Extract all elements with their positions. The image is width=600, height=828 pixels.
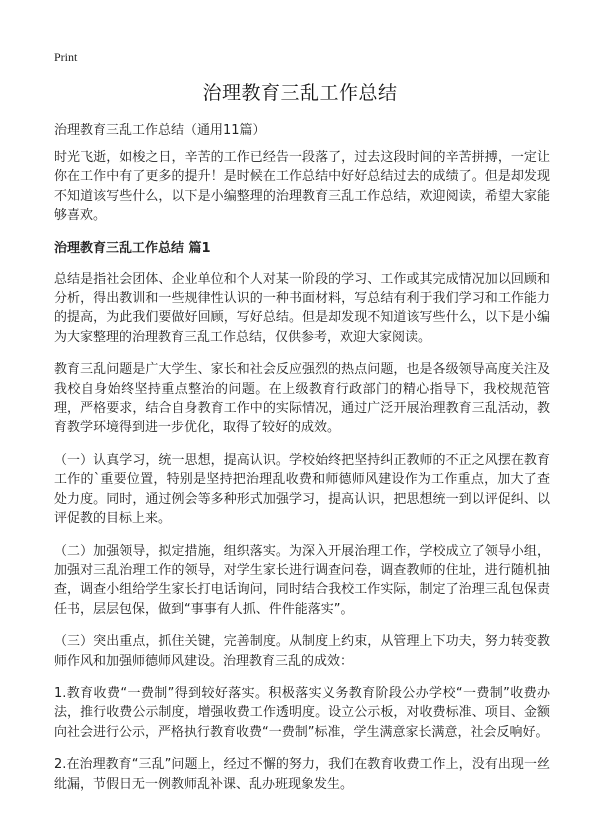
intro-paragraph: 时光飞逝，如梭之日，辛苦的工作已经告一段落了，过去这段时间的辛苦拼搏，一定让你在工作中有了更多的提升！是时候在工作总结中好好总结过去的成绩了。但是却发现不知道该写些什么，以下是小编整理的治理教育三乱工作总结，欢迎阅读，希望大家能够喜欢。 xyxy=(54,150,550,224)
paragraph: 1.教育收费“一费制”得到较好落实。积极落实义务教育阶段公办学校“一费制”收费办法，推行收费公示制度，增强收费工作透明度。设立公示板，对收费标准、项目、金额向社会进行公示，严格执行教育收费“一费制”标准，学生满意家长满意，社会反响好。 xyxy=(54,685,550,740)
paragraph: 教育三乱问题是广大学生、家长和社会反应强烈的热点问题，也是各级领导高度关注及我校自身始终坚持重点整治的问题。在上级教育行政部门的精心指导下，我校规范管理，严格要求，结合自身教育工作中的实际情况，通过广泛开展治理教育三乱活动，教育教学环境得到进一步优化，取得了较好的成效。 xyxy=(54,362,550,436)
paragraph: 总结是指社会团体、企业单位和个人对某一阶段的学习、工作或其完成情况加以回顾和分析，得出教训和一些规律性认识的一种书面材料，写总结有利于我们学习和工作能力的提高，为此我们要做好回顾，写好总结。但是却发现不知道该写些什么，以下是小编为大家整理的治理教育三乱工作总结，仅供参考，欢迎大家阅读。 xyxy=(54,271,550,345)
paragraph: （三）突出重点，抓住关键，完善制度。从制度上约束，从管理上下功夫，努力转变教师作风和加强师德师风建设。治理教育三乱的成效： xyxy=(54,634,550,669)
section-heading: 治理教育三乱工作总结 篇1 xyxy=(54,240,211,256)
print-label: Print xyxy=(54,50,78,64)
paragraph: 2.在治理教育“三乱”问题上，经过不懈的努力，我们在教育收费工作上，没有出现一丝纰漏，节假日无一例教师乱补课、乱办班现象发生。 xyxy=(54,757,550,792)
document-body xyxy=(54,148,550,807)
document-title: 治理教育三乱工作总结 xyxy=(202,82,398,104)
paragraph: （二）加强领导，拟定措施，组织落实。为深入开展治理工作，学校成立了领导小组，加强对三乱治理工作的领导，对学生家长进行调查问卷，调查教师的住址，进行随机抽查，调查小组给学生家长打电话询问，同时结合我校工作实际，制定了治理三乱包保责任书，层层包保，做到“事事有人抓、件件能落实”。 xyxy=(54,543,550,617)
document-subtitle: 治理教育三乱工作总结（通用11篇） xyxy=(54,123,266,138)
paragraph: （一）认真学习，统一思想，提高认识。学校始终把坚持纠正教师的不正之风摆在教育工作的`重要位置，特别是坚持把治理乱收费和师德师风建设作为工作重点，加大了查处力度。同时，通过例会等多种形式加强学习，提高认识，把思想统一到以评促纠、以评促教的目标上来。 xyxy=(54,452,550,527)
